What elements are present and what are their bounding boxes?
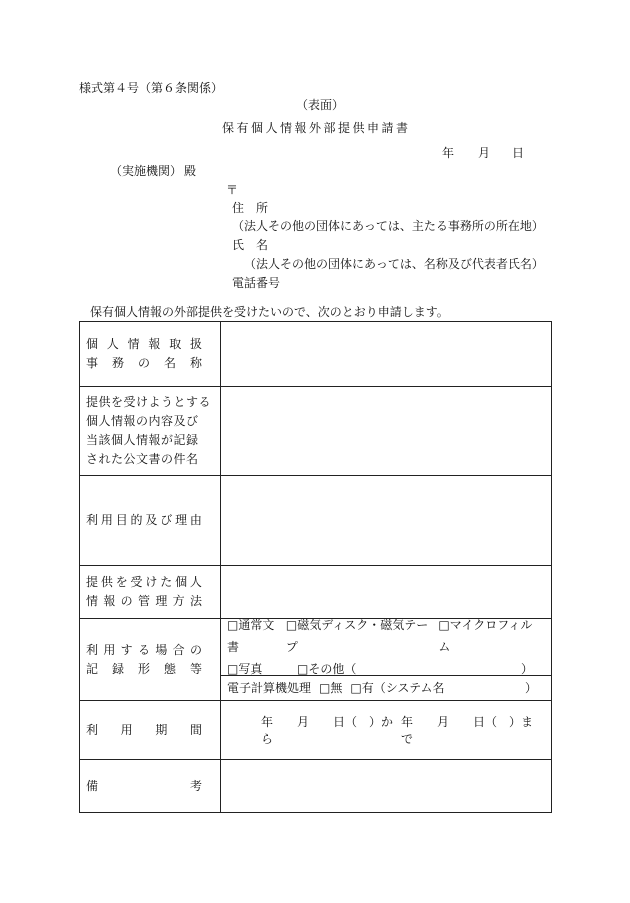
info-content-label-line: 提供を受けようとする [86, 395, 212, 409]
option-other[interactable]: □その他（ [297, 662, 357, 676]
date-month: 月 [478, 146, 491, 160]
row-info-content [80, 387, 552, 476]
info-content-label-line: 個人情報の内容及び [86, 414, 199, 428]
info-content-label-line: された公文書の件名 [86, 452, 199, 466]
record-options-line1 [221, 614, 551, 658]
row-remarks [80, 760, 552, 813]
computer-yes[interactable]: □有（システム名 [350, 681, 445, 695]
management-label [80, 566, 221, 619]
management-label-line1: 提 供 を 受 け た 個 人 [86, 575, 202, 589]
info-content-label-line: 当該個人情報が記録 [86, 433, 199, 447]
record-format-label [80, 619, 221, 701]
row-record-format [80, 619, 552, 701]
name-note: （法人その他の団体にあっては、名称及び代表者氏名） [244, 257, 544, 271]
application-table [79, 321, 552, 813]
row-period [80, 701, 552, 760]
option-paper[interactable]: □通常文書 [227, 618, 275, 654]
intro-text: 保有個人情報の外部提供を受けたいので、次のとおり申請します。 [90, 305, 449, 319]
computer-close: ） [524, 681, 537, 695]
purpose-field[interactable] [221, 476, 552, 566]
row-purpose [80, 476, 552, 566]
address-label: 住 所 [232, 201, 269, 215]
computer-none[interactable]: □無 [319, 681, 343, 695]
purpose-label-text: 利 用 目 的 及 び 理 由 [86, 513, 202, 527]
postal-mark: 〒 [226, 183, 239, 197]
office-name-label [80, 322, 221, 387]
row-management [80, 566, 552, 619]
remarks-field[interactable] [221, 760, 552, 813]
option-other-close: ） [520, 662, 533, 676]
form-side-label: （表面） [296, 98, 345, 112]
info-content-label [80, 387, 221, 476]
period-label [80, 701, 221, 760]
name-label: 氏 名 [232, 238, 269, 252]
office-name-label-line1: 個 人 情 報 取 扱 [86, 337, 202, 351]
record-format-field [221, 619, 552, 701]
record-format-label-line2: 記 録 形 態 等 [86, 661, 202, 676]
period-to: 年 月 日（ ）まで [401, 715, 534, 746]
date-year: 年 [442, 146, 455, 160]
office-name-field[interactable] [221, 322, 552, 387]
date-day: 日 [512, 146, 525, 160]
honorific: 殿 [184, 164, 197, 178]
purpose-label [80, 476, 221, 566]
computer-label: 電子計算機処理 [227, 681, 312, 695]
management-label-line2: 情 報 の 管 理 方 法 [86, 594, 202, 608]
option-microfilm[interactable]: □マイクロフィルム [438, 618, 533, 654]
form-number: 様式第４号（第６条関係） [79, 81, 224, 95]
period-label-text: 利 用 期 間 [86, 722, 202, 737]
row-office-name [80, 322, 552, 387]
record-format-label-line1: 利 用 す る 場 合 の [86, 642, 202, 657]
addressee-label: （実施機関） [110, 164, 183, 178]
option-photo[interactable]: □写真 [227, 662, 263, 676]
address-note: （法人その他の団体にあっては、主たる事務所の所在地） [232, 219, 544, 233]
phone-label: 電話番号 [232, 276, 281, 290]
info-content-field[interactable] [221, 387, 552, 476]
office-name-label-line2: 事 務 の 名 称 [86, 356, 202, 370]
remarks-label-text: 備 考 [86, 778, 202, 793]
option-magnetic[interactable]: □磁気ディスク・磁気テープ [285, 618, 429, 654]
form-title: 保有個人情報外部提供申請書 [222, 121, 411, 135]
remarks-label [80, 760, 221, 813]
management-field[interactable] [221, 566, 552, 619]
period-from: 年 月 日（ ）から [261, 715, 394, 746]
period-field[interactable] [221, 701, 552, 760]
